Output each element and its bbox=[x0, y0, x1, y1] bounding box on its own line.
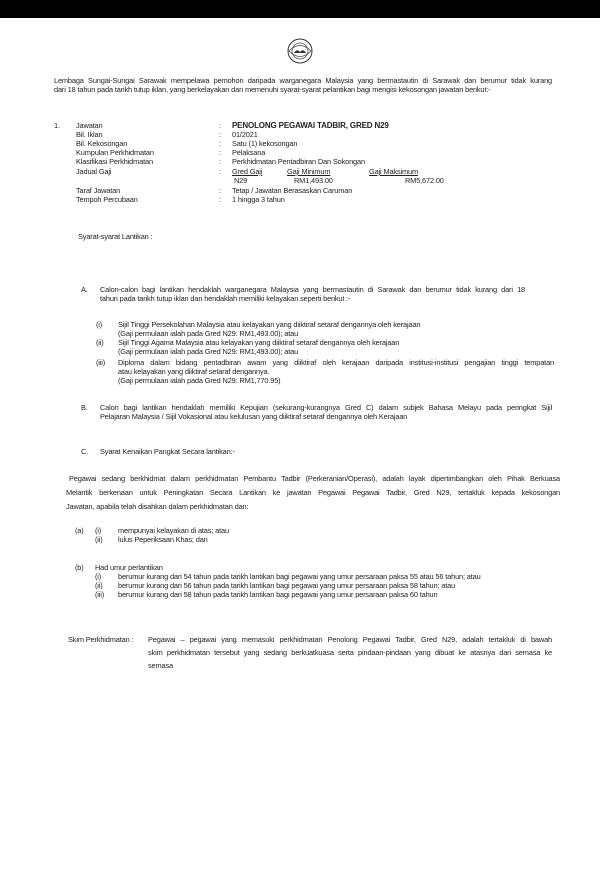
item-mark: (iii) bbox=[95, 590, 105, 599]
item-mark: (i) bbox=[95, 572, 102, 581]
intro-line: Lembaga Sungai-Sungai Sarawak mempelawa pemohon daripada warganegara Malaysia yang bermastautin di Sarawak dan berumur tidak kurang bbox=[54, 76, 552, 85]
syarat-title: Syarat-syarat Lantikan : bbox=[78, 232, 153, 241]
field-value: 01/2021 bbox=[232, 130, 258, 139]
field-label: Jadual Gaji bbox=[76, 167, 112, 176]
item-line: berumur kurang dari 58 tahun pada tarikh lantikan bagi pegawai yang umur persaraan paksa 60 tahun bbox=[118, 590, 438, 599]
field-label: Bil. Kekosongan bbox=[76, 139, 128, 148]
item-mark: (b) bbox=[75, 563, 84, 572]
item-line: mempunyai kelayakan di atas; atau bbox=[118, 526, 229, 535]
item-mark: (ii) bbox=[95, 581, 103, 590]
skim-line: Pegawai – pegawai yang memasuki perkhidmatan Penolong Pegawai Tadbir, Gred N29, adalah tertakluk di bawah bbox=[148, 635, 552, 644]
salary-max: RM5,672.00 bbox=[405, 176, 444, 185]
field-value: Tetap / Jawatan Berasaskan Caruman bbox=[232, 186, 353, 195]
salary-header-min: Gaji Minimum bbox=[287, 167, 331, 176]
item-mark: (ii) bbox=[96, 338, 104, 347]
section-b-mark: B. bbox=[81, 403, 88, 412]
field-colon: : bbox=[219, 148, 221, 157]
field-label: Tempoh Percubaan bbox=[76, 195, 138, 204]
section-c-title: Syarat Kenaikan Pangkat Secara lantikan:- bbox=[100, 447, 235, 456]
skim-line: semasa bbox=[148, 661, 173, 670]
paragraph-line: Melantik berkenaan untuk Peningkatan Secara Lantikan ke jawatan Pegawai Pegawai Tadbir, Gred N29, tertakluk kepada kekosongan bbox=[66, 488, 560, 497]
paragraph-line: Pegawai sedang berkhidmat dalam perkhidmatan Pembantu Tadbir (Perkeranian/Operasi), adalah layak dipertimbangkan oleh Pihak Berkuasa bbox=[69, 474, 560, 483]
item-line: lulus Peperiksaan Khas; dan bbox=[118, 535, 208, 544]
field-colon: : bbox=[219, 167, 221, 176]
item-line: (Gaji permulaan ialah pada Gred N29: RM1,770.95) bbox=[118, 376, 281, 385]
item-line: Sijil Tinggi Persekolahan Malaysia atau kelayakan yang diiktiraf setaraf dengannya oleh kerajaan bbox=[118, 320, 421, 329]
field-value: PENOLONG PEGAWAI TADBIR, GRED N29 bbox=[232, 120, 389, 130]
section-c-mark: C. bbox=[81, 447, 89, 456]
item-mark: (a) bbox=[75, 526, 84, 535]
agency-logo-icon bbox=[285, 36, 315, 66]
field-value: Pelaksana bbox=[232, 148, 266, 157]
item-line: Sijil Tinggi Agama Malaysia atau kelayakan yang diiktiraf setaraf dengannya oleh kerajaan bbox=[118, 338, 400, 347]
field-colon: : bbox=[219, 195, 221, 204]
item-mark: (i) bbox=[96, 320, 103, 329]
section-b-line: Pelajaran Malaysia / Sijil Vokasional atau kelulusan yang diiktiraf setaraf dengannya oleh Kerajaan bbox=[100, 412, 408, 421]
field-label: Kumpulan Perkhidmatan bbox=[76, 148, 154, 157]
item-line: berumur kurang dari 56 tahun pada tarikh lantikan bagi pegawai yang umur persaraan paksa 58 tahun; atau bbox=[118, 581, 456, 590]
section-a-line: Calon-calon bagi lantikan hendaklah warganegara Malaysia yang bermastautin di Sarawak dan berumur tidak kurang dari 18 bbox=[100, 285, 525, 294]
field-label: Klasifikasi Perkhidmatan bbox=[76, 157, 153, 166]
section-a-line: tahun pada tarikh tutup iklan dan hendaklah memiliki kelayakan seperti berikut :- bbox=[100, 294, 351, 303]
field-colon: : bbox=[219, 157, 221, 166]
item-title: Had umur perlantikan bbox=[95, 563, 163, 572]
salary-grade: N29 bbox=[234, 176, 248, 185]
field-colon: : bbox=[219, 130, 221, 139]
skim-label: Skim Perkhidmatan : bbox=[68, 635, 134, 644]
top-bar bbox=[0, 0, 600, 18]
field-label: Bil. Iklan bbox=[76, 130, 103, 139]
field-colon: : bbox=[219, 121, 221, 130]
item-number: 1. bbox=[54, 121, 60, 130]
section-b-line: Calon bagi lantikan hendaklah memiliki Kepujian (sekurang-kurangnya Gred C) dalam subjek Bahasa Melayu pada peringkat Sijil bbox=[100, 403, 552, 412]
field-value: Perkhidmatan Pentadbiran Dan Sokongan bbox=[232, 157, 365, 166]
field-label: Taraf Jawatan bbox=[76, 186, 121, 195]
field-label: Jawatan bbox=[76, 121, 103, 130]
item-line: (Gaji permulaan ialah pada Gred N29: RM1,493.00); atau bbox=[118, 347, 299, 356]
skim-line: skim perkhidmatan tersebut yang sedang berkuatkuasa serta pindaan-pindaan yang dibuat ke atasnya dari semasa ke bbox=[148, 648, 552, 657]
item-line: berumur kurang dari 54 tahun pada tarikh lantikan bagi pegawai yang umur persaraan paksa 55 atau 56 tahun; atau bbox=[118, 572, 481, 581]
item-line: atau kelayakan yang diiktiraf setaraf dengannya. bbox=[118, 367, 270, 376]
item-mark: (ii) bbox=[95, 535, 103, 544]
salary-header-grade: Gred Gaji bbox=[232, 167, 263, 176]
field-colon: : bbox=[219, 186, 221, 195]
salary-header-max: Gaji Maksimum bbox=[369, 167, 418, 176]
section-a-mark: A. bbox=[81, 285, 88, 294]
paragraph-line: Jawatan, apabila telah disahkan dalam perkhidmatan dan: bbox=[66, 502, 249, 511]
field-value: 1 hingga 3 tahun bbox=[232, 195, 285, 204]
item-mark: (i) bbox=[95, 526, 102, 535]
item-line: Diploma dalam bidang pentadbiran awam yang diiktiraf oleh kerajaan daripada institusi-institusi pengajian tinggi tempatan bbox=[118, 358, 554, 367]
item-line: (Gaji permulaan ialah pada Gred N29: RM1,493.00); atau bbox=[118, 329, 299, 338]
field-colon: : bbox=[219, 139, 221, 148]
salary-min: RM1,493.00 bbox=[294, 176, 333, 185]
field-value: Satu (1) kekosongan bbox=[232, 139, 298, 148]
intro-line: dari 18 tahun pada tarikh tutup iklan, yang berkelayakan dan memenuhi syarat-syarat pelantikan bagi mengisi kekosongan jawatan berikut:- bbox=[54, 85, 491, 94]
item-mark: (iii) bbox=[96, 358, 106, 367]
